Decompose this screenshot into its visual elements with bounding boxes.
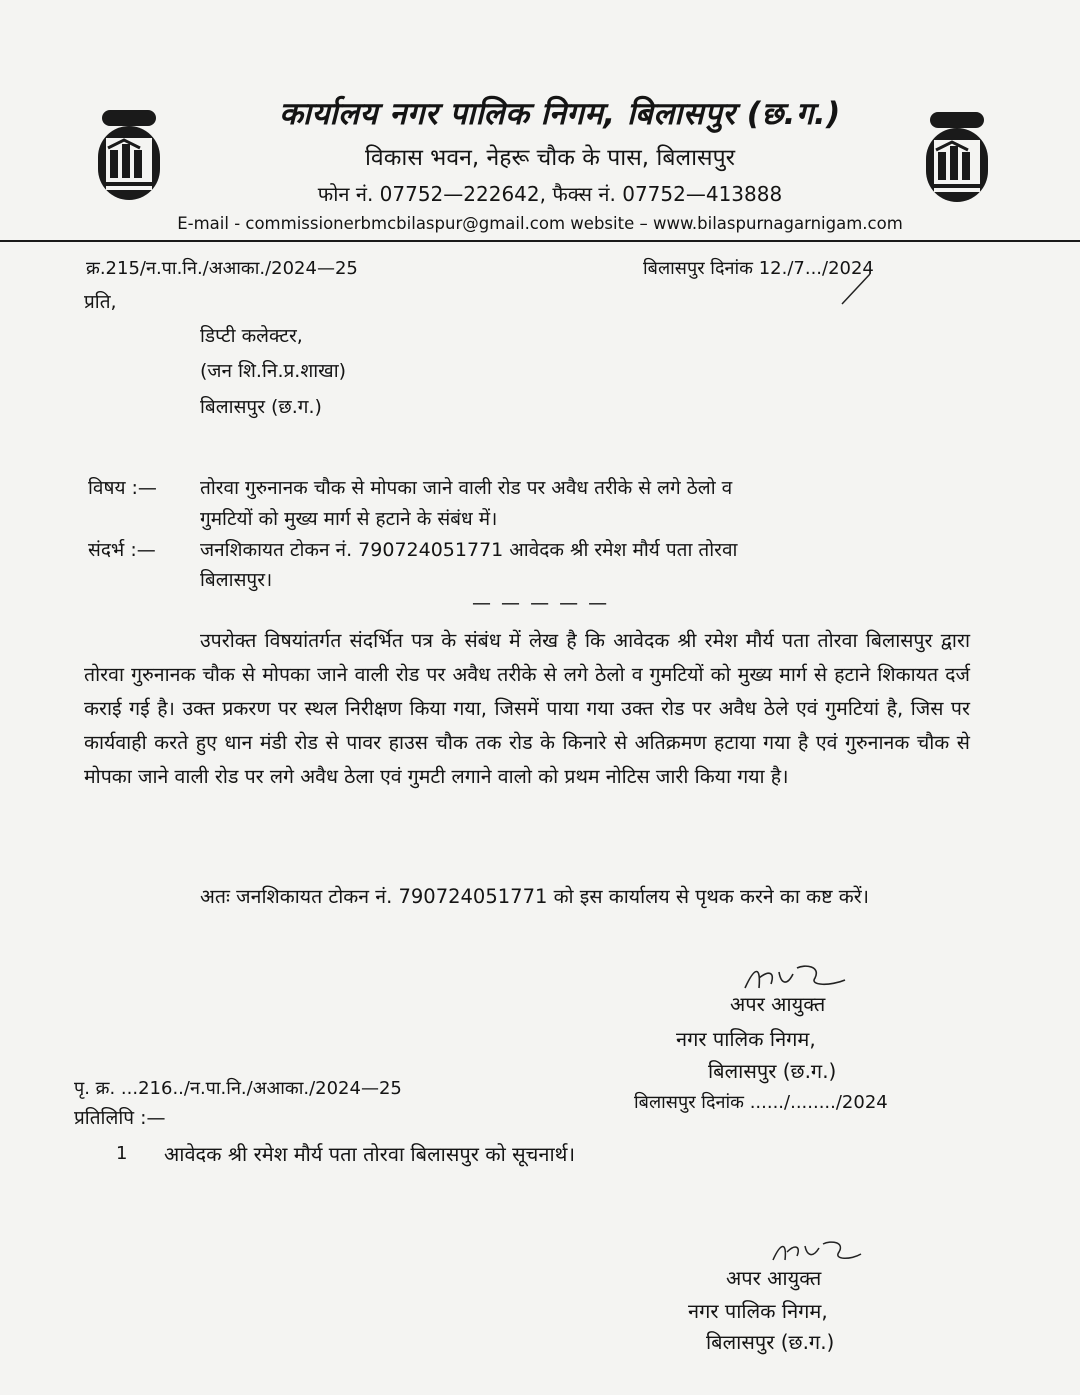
subject-line-1: तोरवा गुरुनानक चौक से मोपका जाने वाली रोड पर अवैध तरीके से लगे ठेलो व (200, 477, 733, 499)
signatory-2-designation: अपर आयुक्त (726, 1266, 822, 1290)
signatory-2-organization: नगर पालिक निगम, (688, 1299, 828, 1323)
subject-line-2: गुमटियों को मुख्य मार्ग से हटाने के संबंध में। (200, 508, 498, 530)
office-address: विकास भवन, नेहरू चौक के पास, बिलासपुर (364, 145, 736, 171)
reference-number: क्र.215/न.पा.नि./अआका./2024—25 (86, 258, 358, 279)
copy-label: प्रतिलिपि :— (74, 1107, 166, 1129)
office-email-website: E-mail - commissionerbmcbilaspur@gmail.com website – www.bilaspurnagarnigam.com (177, 214, 903, 233)
recipient-line-1: डिप्टी कलेक्टर, (200, 325, 303, 347)
recipient-line-3: बिलासपुर (छ.ग.) (200, 396, 322, 418)
handwritten-stroke-icon (836, 270, 876, 310)
signatory-2-place: बिलासपुर (छ.ग.) (706, 1330, 835, 1354)
office-title: कार्यालय नगर पालिक निगम, बिलासपुर (छ.ग.) (279, 96, 841, 132)
body-paragraph-1: उपरोक्त विषयांतर्गत संदर्भित पत्र के संबंध में लेख है कि आवेदक श्री रमेश मौर्य पता तोरवा बिलासपुर द्वारा तोरवा गुरुनानक चौक से मोपका जाने वाली रोड पर अवैध तरीके से लगे ठेलो व गुमटियों को मुख्य मार्ग से हटाने शिकायत दर्ज कराई गई है। उक्त प्रकरण पर स्थल निरीक्षण किया गया, जिसमें पाया गया उक्त रोड पर अवैध ठेले एवं गुमटियां है, जिस पर कार्यवाही करते हुए धान मंडी रोड से पावर हाउस चौक तक रोड के किनारे से अतिक्रमण हटाया गया है एवं गुरुनानक चौक से मोपका जाने वाली रोड पर लगे अवैध ठेला एवं गुमटी लगाने वालो को प्रथम नोटिस जारी किया गया है। (84, 629, 970, 788)
to-label: प्रति, (84, 291, 117, 313)
body-paragraph-2: अतः जनशिकायत टोकन नं. 790724051771 को इस कार्यालय से पृथक करने का कष्ट करें। (200, 885, 870, 908)
copy-item-text: आवेदक श्री रमेश मौर्य पता तोरवा बिलासपुर को सूचनार्थ। (164, 1142, 576, 1166)
signatory-designation: अपर आयुक्त (730, 992, 826, 1016)
header-divider (0, 240, 1080, 242)
office-phone-fax: फोन नं. 07752—222642, फैक्स नं. 07752—413888 (317, 182, 783, 206)
reference-label: संदर्भ :— (88, 539, 156, 561)
municipal-emblem-right-icon (920, 110, 994, 206)
signatory-organization: नगर पालिक निगम, (676, 1027, 816, 1051)
subject-label: विषय :— (88, 477, 157, 499)
municipal-emblem-left-icon (92, 108, 166, 204)
signatory-place: बिलासपुर (छ.ग.) (708, 1059, 837, 1083)
reference-line-2: बिलासपुर। (200, 569, 273, 591)
copy-reference-number: पृ. क्र. ...216../न.पा.नि./अआका./2024—25 (74, 1078, 402, 1099)
reference-line-1: जनशिकायत टोकन नं. 790724051771 आवेदक श्री रमेश मौर्य पता तोरवा (200, 539, 738, 561)
copy-date: बिलासपुर दिनांक ....../......../2024 (634, 1092, 888, 1113)
recipient-line-2: (जन शि.नि.प्र.शाखा) (200, 360, 347, 382)
copy-item-number: 1 (116, 1143, 128, 1164)
section-separator: — — — — — (472, 592, 610, 614)
letter-date: बिलासपुर दिनांक 12./7.../2024 (643, 258, 874, 279)
